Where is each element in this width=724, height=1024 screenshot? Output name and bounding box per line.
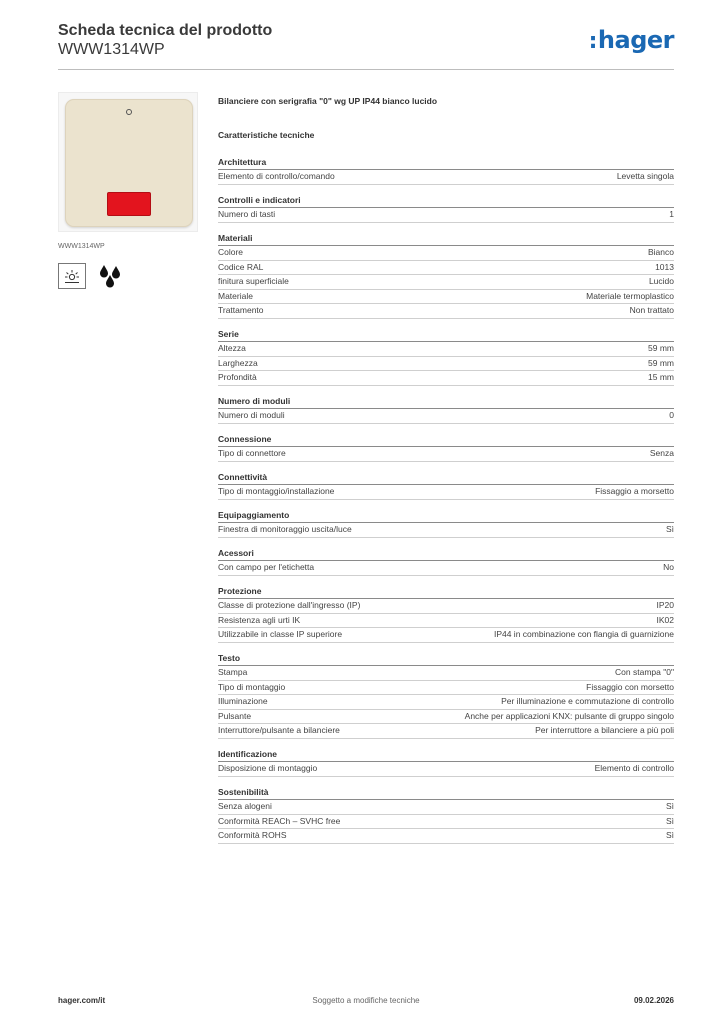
spec-row bbox=[218, 710, 674, 725]
section-title: Acessori bbox=[218, 547, 674, 561]
spec-label: Colore bbox=[218, 247, 244, 257]
spec-row bbox=[218, 614, 674, 629]
spec-label: Tipo di montaggio bbox=[218, 681, 286, 692]
spec-label: Altezza bbox=[218, 343, 246, 353]
product-image bbox=[58, 92, 198, 232]
spec-label: Elemento di controllo/comando bbox=[218, 171, 335, 181]
spec-value: IP44 in combinazione con flangia di guarnizione bbox=[493, 629, 674, 639]
spec-row bbox=[218, 275, 674, 290]
spec-value: Sì bbox=[665, 524, 674, 534]
spec-section bbox=[218, 547, 674, 576]
spec-row bbox=[218, 762, 674, 777]
spec-value: Per interruttore a bilanciere a più poli bbox=[535, 725, 674, 735]
section-title: Materiali bbox=[218, 232, 674, 246]
spec-section bbox=[218, 156, 674, 185]
spec-label: Interruttore/pulsante a bilanciere bbox=[218, 725, 340, 735]
spec-label: Conformità ROHS bbox=[218, 830, 287, 840]
spec-label: Senza alogeni bbox=[218, 801, 272, 811]
spec-value: 59 mm bbox=[648, 357, 674, 368]
section-title: Architettura bbox=[218, 156, 674, 170]
header-divider bbox=[58, 69, 674, 70]
product-image-column bbox=[58, 92, 198, 289]
section-title: Connettività bbox=[218, 471, 674, 485]
spec-row bbox=[218, 523, 674, 538]
spec-value: IK02 bbox=[656, 614, 674, 625]
spec-section bbox=[218, 433, 674, 462]
product-code: WWW1314WP bbox=[58, 41, 165, 58]
spec-label: Tipo di connettore bbox=[218, 448, 286, 458]
section-title: Identificazione bbox=[218, 748, 674, 762]
spec-row bbox=[218, 695, 674, 710]
spec-value: Sì bbox=[665, 830, 674, 840]
spec-row bbox=[218, 342, 674, 357]
certification-icons bbox=[58, 263, 198, 289]
spec-row bbox=[218, 829, 674, 844]
spec-value: 15 mm bbox=[648, 372, 674, 382]
spec-label: Codice RAL bbox=[218, 261, 264, 272]
spec-label: Conformità REACh – SVHC free bbox=[218, 815, 341, 826]
spec-label: Illuminazione bbox=[218, 696, 268, 706]
rocker-plate bbox=[65, 99, 193, 227]
spec-sections bbox=[218, 156, 674, 844]
footer-website[interactable]: hager.com/it bbox=[58, 996, 106, 1005]
hager-logo bbox=[589, 26, 674, 56]
footer-date: 09.02.2026 bbox=[633, 996, 674, 1005]
spec-section bbox=[218, 395, 674, 424]
spec-row bbox=[218, 261, 674, 276]
footer-disclaimer: Soggetto a modifiche tecniche bbox=[312, 996, 420, 1005]
spec-section bbox=[218, 328, 674, 386]
spec-column bbox=[218, 96, 674, 853]
logo-text: hager bbox=[597, 26, 674, 54]
spec-value: Fissaggio con morsetto bbox=[586, 681, 674, 692]
spec-value: Fissaggio a morsetto bbox=[595, 486, 674, 496]
spec-label: Classe di protezione dall'ingresso (IP) bbox=[218, 600, 361, 610]
spec-value: 1 bbox=[669, 209, 674, 219]
spec-value: IP20 bbox=[656, 600, 674, 610]
spec-label: Materiale bbox=[218, 290, 253, 301]
page-footer bbox=[58, 996, 674, 1010]
spec-row bbox=[218, 304, 674, 319]
spec-row bbox=[218, 447, 674, 462]
spec-value: Per illuminazione e commutazione di controllo bbox=[501, 696, 674, 706]
spec-label: Numero di moduli bbox=[218, 410, 285, 420]
section-title: Controlli e indicatori bbox=[218, 194, 674, 208]
spec-row bbox=[218, 724, 674, 739]
spec-value: Lucido bbox=[648, 276, 674, 286]
spec-row bbox=[218, 599, 674, 614]
spec-value: Anche per applicazioni KNX: pulsante di gruppo singolo bbox=[464, 710, 674, 721]
plate-indicator-window bbox=[107, 192, 151, 216]
product-description: Bilanciere con serigrafia "0" wg UP IP44 bianco lucido bbox=[218, 96, 438, 106]
spec-value: 0 bbox=[669, 410, 674, 420]
spec-value: Sì bbox=[665, 801, 674, 811]
spec-section bbox=[218, 471, 674, 500]
spec-value: Bianco bbox=[648, 247, 674, 257]
water-drops-icon bbox=[96, 263, 124, 289]
spec-label: Larghezza bbox=[218, 357, 258, 368]
spec-section bbox=[218, 585, 674, 643]
spec-label: Trattamento bbox=[218, 305, 264, 315]
spec-row bbox=[218, 208, 674, 223]
spec-row bbox=[218, 409, 674, 424]
spec-value: 59 mm bbox=[648, 343, 674, 353]
spec-section bbox=[218, 748, 674, 777]
spec-row bbox=[218, 357, 674, 372]
spec-section bbox=[218, 652, 674, 739]
spec-label: Con campo per l'etichetta bbox=[218, 562, 315, 572]
spec-row bbox=[218, 290, 674, 305]
spec-label: Finestra di monitoraggio uscita/luce bbox=[218, 524, 352, 534]
spec-value: Con stampa "0" bbox=[615, 667, 674, 677]
section-title: Connessione bbox=[218, 433, 674, 447]
spec-label: Resistenza agli urti IK bbox=[218, 614, 301, 625]
section-title: Serie bbox=[218, 328, 674, 342]
technical-characteristics-heading: Caratteristiche tecniche bbox=[218, 130, 315, 140]
spec-value: Sì bbox=[665, 815, 674, 826]
spec-section bbox=[218, 194, 674, 223]
spec-row bbox=[218, 800, 674, 815]
spec-section bbox=[218, 509, 674, 538]
section-title: Numero di moduli bbox=[218, 395, 674, 409]
page-header bbox=[58, 22, 674, 72]
spec-row bbox=[218, 681, 674, 696]
section-title: Equipaggiamento bbox=[218, 509, 674, 523]
spec-label: Pulsante bbox=[218, 710, 252, 721]
spec-label: finitura superficiale bbox=[218, 276, 289, 286]
spec-row bbox=[218, 371, 674, 386]
spec-value: Materiale termoplastico bbox=[586, 290, 674, 301]
spec-label: Stampa bbox=[218, 667, 248, 677]
spec-value: Elemento di controllo bbox=[594, 763, 674, 773]
spec-label: Numero di tasti bbox=[218, 209, 276, 219]
spec-section bbox=[218, 232, 674, 319]
spec-section bbox=[218, 786, 674, 844]
spec-row bbox=[218, 246, 674, 261]
spec-row bbox=[218, 170, 674, 185]
plate-zero-print bbox=[126, 109, 132, 115]
spec-row bbox=[218, 561, 674, 576]
document-title: Scheda tecnica del prodotto bbox=[58, 22, 273, 39]
spec-value: Levetta singola bbox=[616, 171, 674, 181]
spec-label: Tipo di montaggio/installazione bbox=[218, 486, 335, 496]
section-title: Sostenibilità bbox=[218, 786, 674, 800]
section-title: Protezione bbox=[218, 585, 674, 599]
spec-value: Senza bbox=[649, 448, 674, 458]
light-symbol-icon bbox=[58, 263, 86, 289]
logo-colon-mark: : bbox=[588, 29, 597, 54]
spec-row bbox=[218, 815, 674, 830]
spec-value: Non trattato bbox=[629, 305, 674, 315]
spec-row bbox=[218, 666, 674, 681]
spec-value: No bbox=[663, 562, 674, 572]
image-caption: WWW1314WP bbox=[58, 243, 105, 250]
section-title: Testo bbox=[218, 652, 674, 666]
spec-label: Utilizzabile in classe IP superiore bbox=[218, 629, 343, 639]
spec-label: Disposizione di montaggio bbox=[218, 763, 318, 773]
spec-value: 1013 bbox=[655, 261, 674, 272]
spec-row bbox=[218, 628, 674, 643]
spec-label: Profondità bbox=[218, 372, 257, 382]
spec-row bbox=[218, 485, 674, 500]
